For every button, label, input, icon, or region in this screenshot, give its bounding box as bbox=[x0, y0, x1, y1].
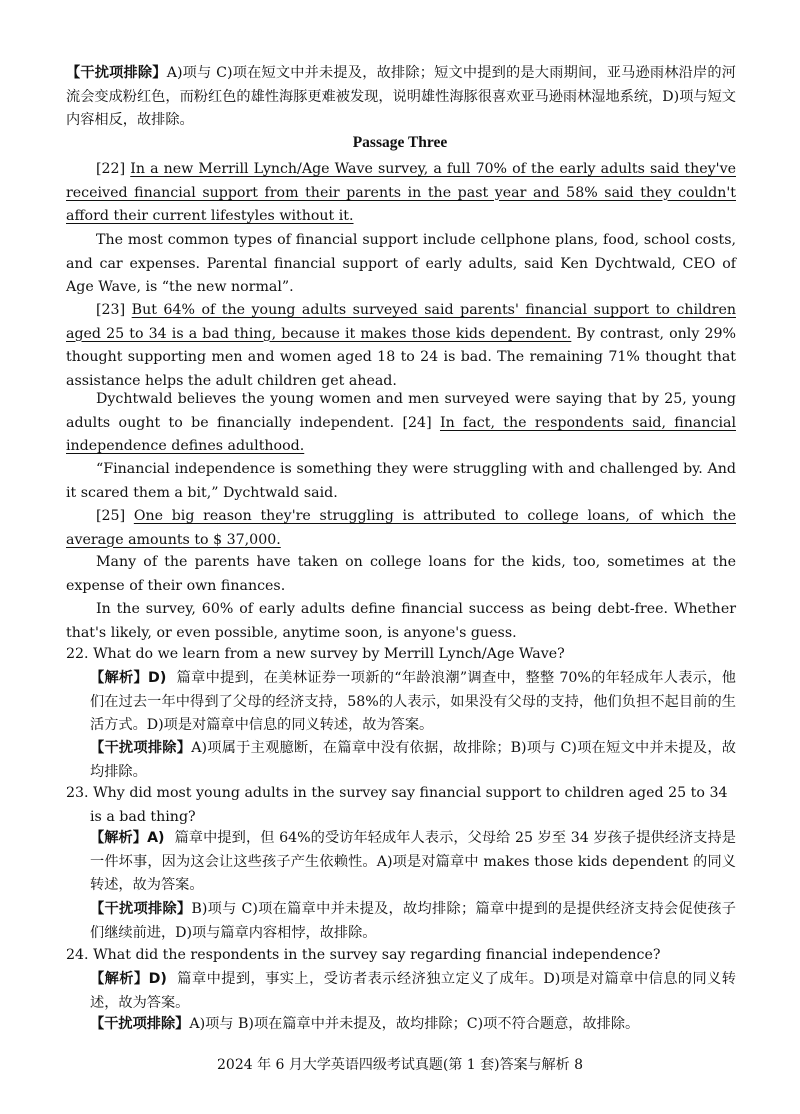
analysis-text: 篇章中提到，但 64%的受访年轻成年人表示，父母给 25 岁至 34 岁孩子提供经济支持是一件坏事，因为这会让这些孩子产生依赖性。A)项是对篇章中 makes those kids dependent 的同义转述，故为答案。 bbox=[90, 830, 736, 893]
paragraph-number: [23] bbox=[96, 302, 126, 318]
paragraph-number: [25] bbox=[96, 508, 126, 524]
analysis-text: 篇章中提到，事实上，受访者表示经济独立定义了成年。D)项是对篇章中信息的同义转述，故为答案。 bbox=[90, 971, 736, 1011]
question-22-analysis bbox=[90, 667, 736, 738]
distractor-text: A)项与 C)项在短文中并未提及，故排除；短文中提到的是大雨期间，亚马逊雨林沿岸的河流会变成粉红色，而粉红色的雄性海豚更难被发现，说明雄性海豚很喜欢亚马逊雨林湿地系统，D)项与短文内容相反，故排除。 bbox=[66, 65, 736, 128]
analysis-label: 【解析】D) bbox=[90, 971, 167, 987]
paragraph-number: [22] bbox=[96, 161, 126, 177]
page-footer: 2024 年 6 月大学英语四级考试真题(第 1 套)答案与解析 8 bbox=[217, 1057, 583, 1073]
distractor-label: 【干扰项排除】 bbox=[90, 1016, 190, 1032]
analysis-label: 【解析】D) bbox=[90, 670, 167, 686]
passage-paragraph-7: Many of the parents have taken on college loans for the kids, too, sometimes at the expense of their own finances. bbox=[66, 554, 736, 594]
passage-paragraph-8: In the survey, 60% of early adults define financial success as being debt-free. Whether that's likely, or even possible, anytime soon, is anyone's guess. bbox=[66, 601, 736, 641]
question-24-analysis bbox=[90, 968, 736, 1015]
passage-paragraph-3 bbox=[66, 299, 736, 393]
passage-paragraph-2: The most common types of financial support include cellphone plans, food, school costs, and car expenses. Parental financial support of early adults, said Ken Dychtwald, CEO of Age Wave, is “the new normal”. bbox=[66, 232, 736, 295]
underlined-sentence: In a new Merrill Lynch/Age Wave survey, a full 70% of the early adults said they've received financial support from their parents in the past year and 58% said they couldn't afford their current lifestyles without it. bbox=[66, 161, 736, 224]
distractor-label: 【干扰项排除】 bbox=[90, 901, 192, 917]
paragraph-text: Dychtwald believes the young women and men surveyed were saying that by 25, young adults ought to be financially independent. bbox=[66, 391, 736, 431]
underlined-sentence: One big reason they're struggling is attributed to college loans, of which the average amounts to $ 37,000. bbox=[66, 508, 736, 548]
question-23-distractor bbox=[90, 898, 736, 945]
intro-distractor-note bbox=[66, 62, 736, 133]
question-24-stem: 24. What did the respondents in the survey say regarding financial independence? bbox=[66, 947, 661, 963]
passage-title: Passage Three bbox=[352, 134, 448, 151]
analysis-label: 【解析】A) bbox=[90, 830, 165, 846]
passage-paragraph-1 bbox=[66, 158, 736, 229]
distractor-label: 【干扰项排除】 bbox=[90, 740, 192, 756]
passage-paragraph-6 bbox=[66, 505, 736, 552]
distractor-text: A)项属于主观臆断，在篇章中没有依据，故排除；B)项与 C)项在短文中并未提及，故均排除。 bbox=[90, 740, 736, 780]
paragraph-text: By contrast, only 29% thought supporting men and women aged 18 to 24 is bad. The remaining 71% thought that assistance helps the adult children get ahead. bbox=[66, 325, 736, 389]
distractor-text: A)项与 B)项在篇章中并未提及，故均排除；C)项不符合题意，故排除。 bbox=[189, 1016, 640, 1032]
question-24-distractor bbox=[90, 1013, 736, 1037]
underlined-sentence: But 64% of the young adults surveyed said parents' financial support to children aged 25 to 34 is a bad thing, because it makes those kids dependent. bbox=[66, 302, 736, 342]
paragraph-number: [24] bbox=[402, 414, 432, 431]
passage-paragraph-4 bbox=[66, 388, 736, 459]
question-23-stem: 23. Why did most young adults in the survey say financial support to children aged 25 to 34 is a bad thing? bbox=[66, 785, 728, 825]
passage-paragraph-5: “Financial independence is something they were struggling with and challenged by. And it scared them a bit,” Dychtwald said. bbox=[66, 461, 736, 501]
question-23-analysis bbox=[90, 827, 736, 898]
question-22-stem: 22. What do we learn from a new survey by Merrill Lynch/Age Wave? bbox=[66, 646, 565, 662]
analysis-text: 篇章中提到，在美林证券一项新的“年龄浪潮”调查中，整整 70%的年轻成年人表示，他们在过去一年中得到了父母的经济支持，58%的人表示，如果没有父母的支持，他们负担不起目前的生活方式。D)项是对篇章中信息的同义转述，故为答案。 bbox=[90, 670, 736, 733]
underlined-sentence: In fact, the respondents said, financial independence defines adulthood. bbox=[66, 414, 736, 454]
question-22-distractor bbox=[90, 737, 736, 784]
distractor-label: 【干扰项排除】 bbox=[66, 65, 167, 81]
distractor-text: B)项与 C)项在篇章中并未提及，故均排除；篇章中提到的是提供经济支持会促使孩子们继续前进，D)项与篇章内容相悖，故排除。 bbox=[90, 901, 736, 941]
